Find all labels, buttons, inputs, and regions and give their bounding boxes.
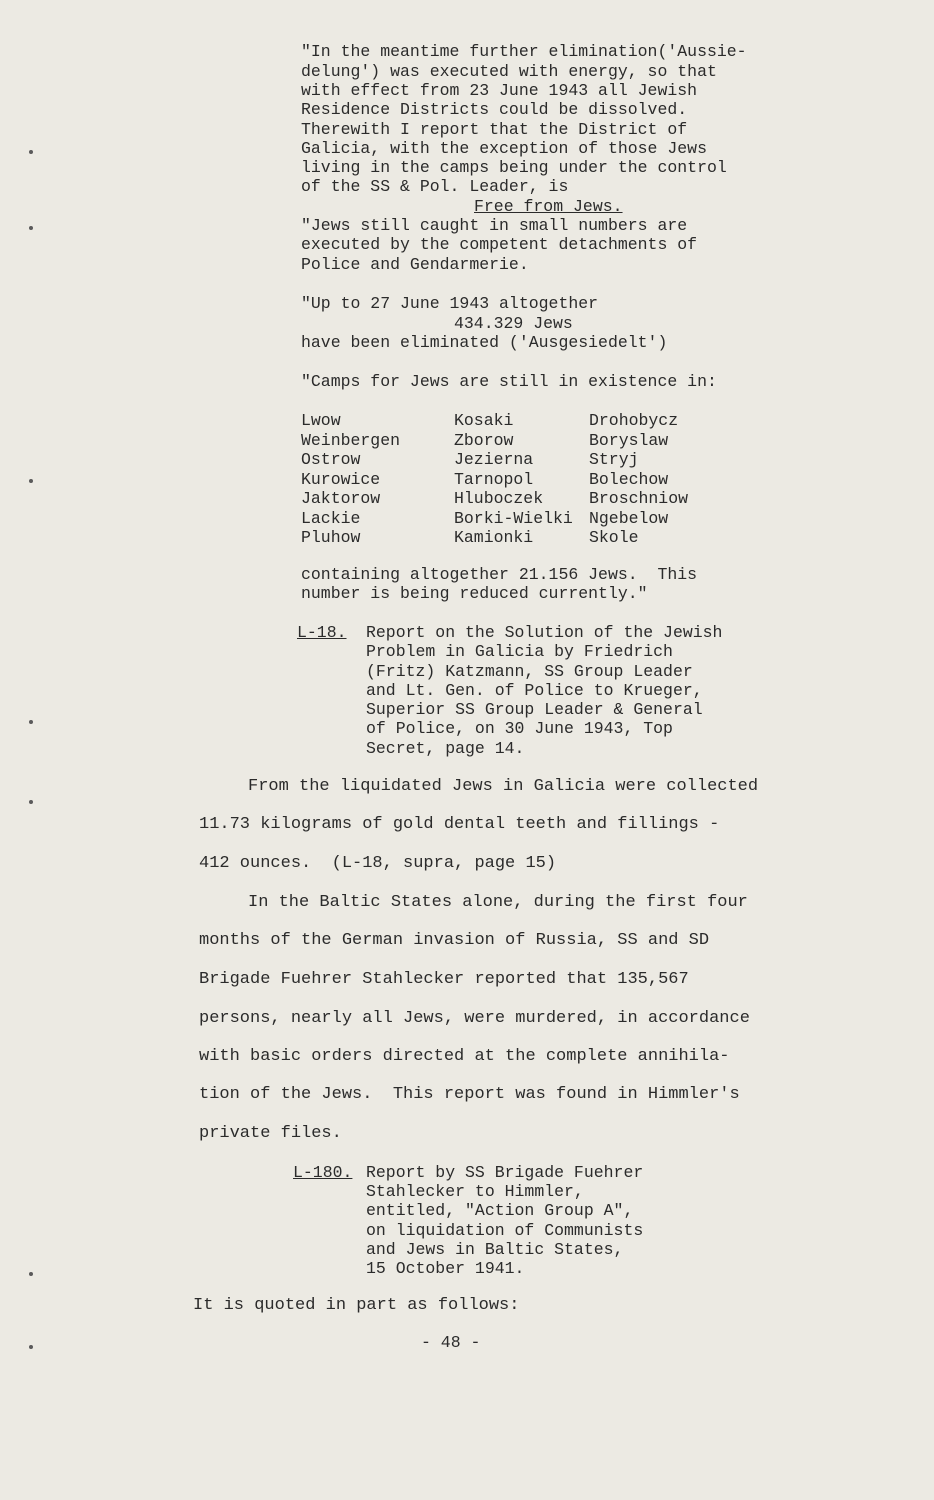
camp-name: Kosaki — [454, 411, 514, 430]
camps-column-2 — [454, 411, 573, 548]
camp-name: Pluhow — [301, 528, 361, 547]
body-line: In the Baltic States alone, during the first four — [248, 893, 748, 912]
body-line: private files. — [199, 1124, 342, 1143]
free-from-jews: Free from Jews. — [474, 197, 623, 216]
quote1-line: with effect from 23 June 1943 all Jewish — [301, 81, 698, 100]
quote2-number: 434.329 Jews — [454, 314, 573, 333]
citation-line: of Police, on 30 June 1943, Top — [366, 719, 673, 738]
quote1-line: of the SS & Pol. Leader, is — [301, 177, 569, 196]
body-line: persons, nearly all Jews, were murdered, in accordance — [199, 1009, 750, 1028]
quote1-line: living in the camps being under the control — [301, 158, 727, 177]
camp-name: Ostrow — [301, 450, 361, 469]
camp-name: Jaktorow — [301, 489, 381, 508]
camps-column-1 — [301, 411, 400, 548]
camp-name: Ngebelow — [589, 508, 669, 528]
quote1-line: Police and Gendarmerie. — [301, 255, 529, 274]
citation-ref: L-18. — [297, 623, 347, 642]
body-line: 412 ounces. (L-18, supra, page 15) — [199, 854, 557, 873]
citation-line: Secret, page 14. — [366, 739, 525, 758]
body-line: tion of the Jews. This report was found in Himmler's — [199, 1085, 740, 1104]
citation-line: Superior SS Group Leader & General — [366, 700, 703, 719]
citation-line: Stahlecker to Himmler, — [366, 1182, 584, 1201]
page-number: - 48 - — [421, 1333, 481, 1352]
body-line: months of the German invasion of Russia, SS and SD — [199, 931, 710, 950]
camp-name: Lwow — [301, 411, 341, 430]
quote2-line: "Up to 27 June 1943 altogether — [301, 294, 599, 313]
camp-name: Jezierna — [454, 450, 534, 469]
quote1-line: Residence Districts could be dissolved. — [301, 100, 688, 119]
citation-ref: L-180. — [293, 1163, 353, 1182]
quote1-line: Galicia, with the exception of those Jews — [301, 139, 707, 158]
camp-name: Hluboczek — [454, 489, 544, 508]
body-line: Brigade Fuehrer Stahlecker reported that 135,567 — [199, 970, 689, 989]
camp-name: Bolechow — [589, 469, 669, 489]
camp-name: Drohobycz — [589, 411, 679, 430]
camps-column-3 — [589, 411, 688, 548]
margin-dot — [29, 226, 33, 230]
camps-intro: "Camps for Jews are still in existence in: — [301, 372, 717, 391]
citation-line: and Jews in Baltic States, — [366, 1240, 624, 1259]
quote1-line: "Jews still caught in small numbers are — [301, 216, 688, 235]
citation-line: (Fritz) Katzmann, SS Group Leader — [366, 662, 693, 681]
camp-name: Lackie — [301, 508, 361, 528]
quote1-line: delung') was executed with energy, so that — [301, 62, 717, 81]
camp-name: Stryj — [589, 450, 639, 469]
camp-name: Zborow — [454, 430, 514, 450]
body-line: 11.73 kilograms of gold dental teeth and fillings - — [199, 815, 720, 834]
closing-line: It is quoted in part as follows: — [193, 1296, 520, 1315]
camp-name: Kamionki — [454, 528, 534, 547]
citation-line: 15 October 1941. — [366, 1259, 525, 1278]
camps-total-line: number is being reduced currently." — [301, 584, 648, 603]
citation-line: and Lt. Gen. of Police to Krueger, — [366, 681, 703, 700]
quote1-line: executed by the competent detachments of — [301, 235, 698, 254]
body-line: From the liquidated Jews in Galicia were collected — [248, 777, 759, 796]
margin-dot — [29, 479, 33, 483]
margin-dot — [29, 720, 33, 724]
camp-name: Borki-Wielki — [454, 508, 573, 528]
margin-dot — [29, 800, 33, 804]
margin-dot — [29, 1272, 33, 1276]
camp-name: Skole — [589, 528, 639, 547]
quote1-line: "In the meantime further elimination('Aussie- — [301, 42, 747, 61]
citation-line: Report by SS Brigade Fuehrer — [366, 1163, 644, 1182]
citation-line: Report on the Solution of the Jewish — [366, 623, 723, 642]
camp-name: Weinbergen — [301, 430, 401, 450]
citation-line: Problem in Galicia by Friedrich — [366, 642, 673, 661]
camp-name: Broschniow — [589, 489, 689, 508]
quote2-line: have been eliminated ('Ausgesiedelt') — [301, 333, 668, 352]
margin-dot — [29, 150, 33, 154]
camp-name: Boryslaw — [589, 430, 669, 450]
camps-total-line: containing altogether 21.156 Jews. This — [301, 565, 698, 584]
body-line: with basic orders directed at the complete annihila- — [199, 1047, 730, 1066]
camp-name: Kurowice — [301, 469, 381, 489]
margin-dot — [29, 1345, 33, 1349]
camp-name: Tarnopol — [454, 469, 534, 489]
quote1-line: Therewith I report that the District of — [301, 120, 688, 139]
citation-line: entitled, "Action Group A", — [366, 1201, 634, 1220]
citation-line: on liquidation of Communists — [366, 1221, 644, 1240]
